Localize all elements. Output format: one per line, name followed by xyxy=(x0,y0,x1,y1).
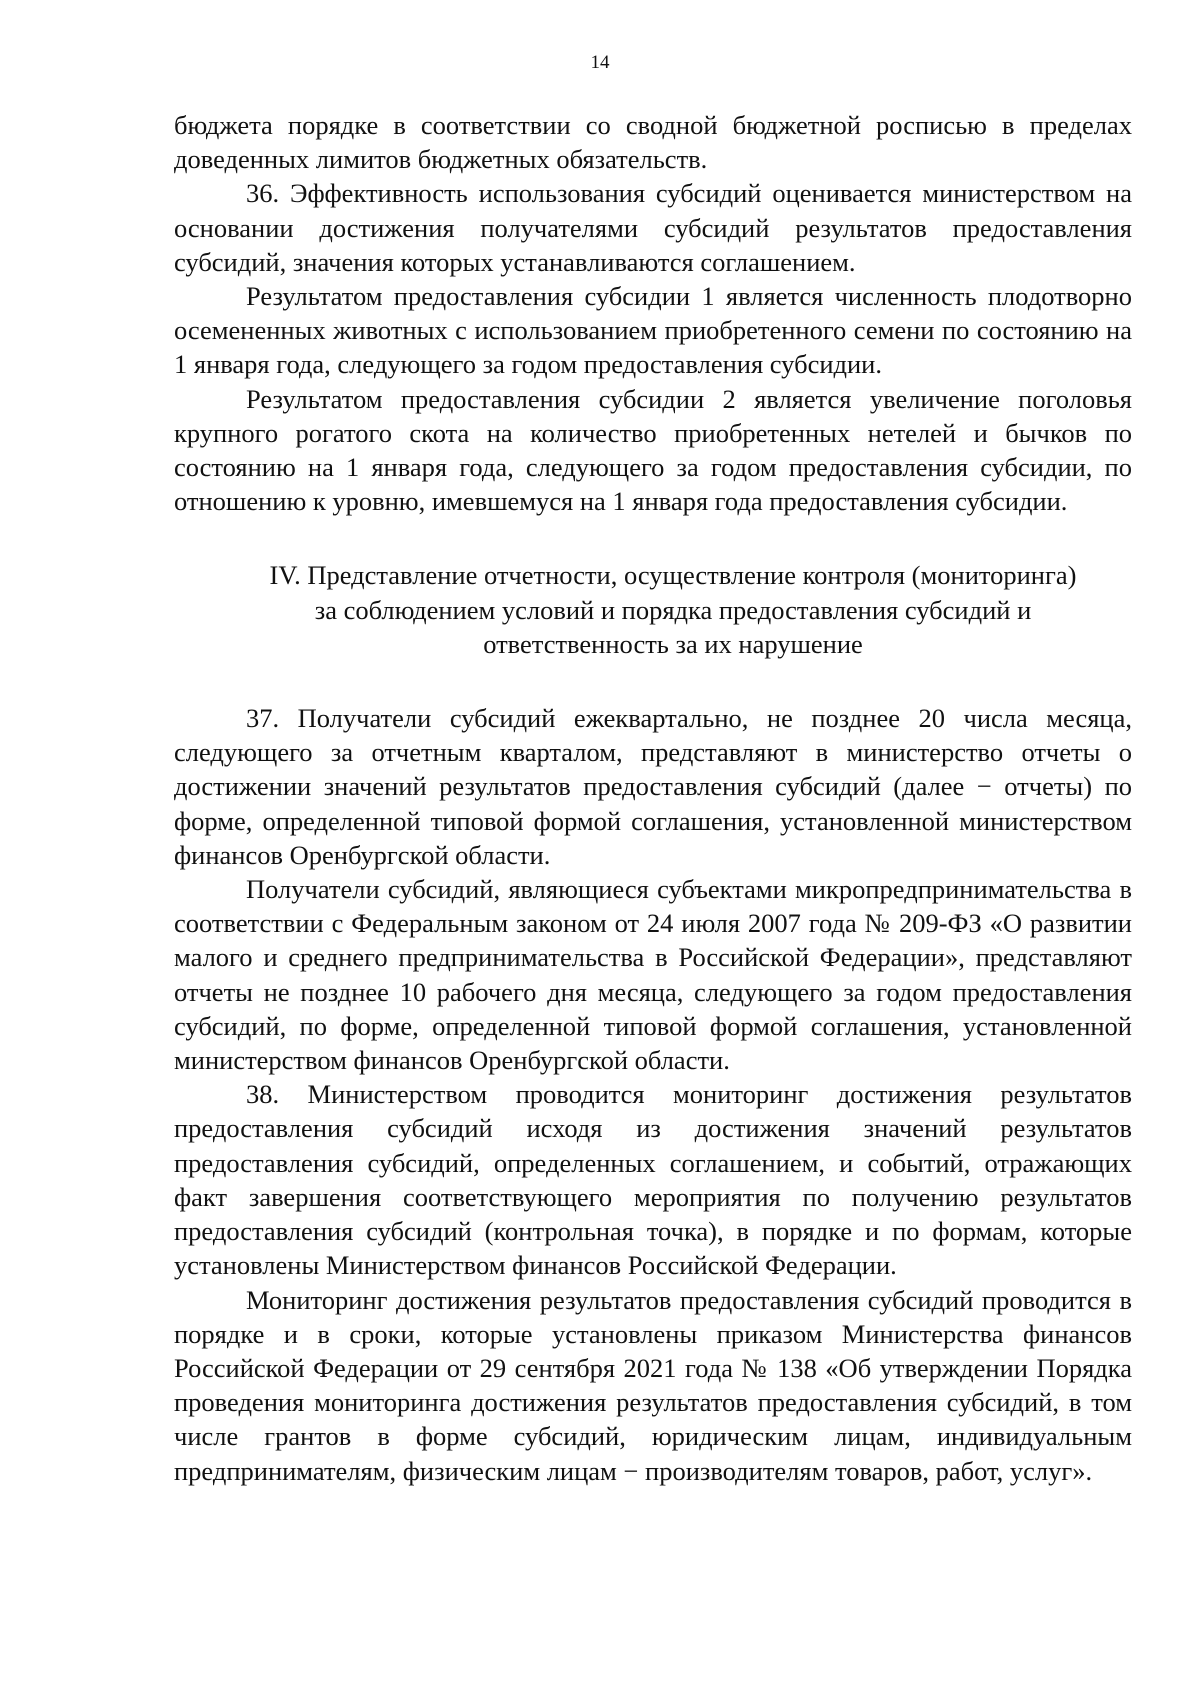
paragraph-result-subsidy-1: Результатом предоставления субсидии 1 является численность плодотворно осемененных животных с использованием приобретенного семени по состоянию на 1 января года, следующего за годом предоставления субсидии. xyxy=(174,281,1132,380)
page-number: 14 xyxy=(590,52,610,73)
section-heading-line-2: за соблюдением условий и порядка предоставления субсидий и xyxy=(314,594,1032,625)
paragraph-microbusiness-reports: Получатели субсидий, являющиеся субъектами микропредпринимательства в соответствии с Федеральным законом от 24 июля 2007 года № 209-ФЗ «О развитии малого и среднего предпринимательства в Российской Федерации», представляют отчеты не позднее 10 рабочего дня месяца, следующего за годом предоставления субсидий, по форме, определенной типовой формой соглашения, установленной министерством финансов Оренбургской области. xyxy=(174,874,1132,1076)
paragraph-continuation: бюджета порядке в соответствии со сводной бюджетной росписью в пределах доведенных лимитов бюджетных обязательств. xyxy=(174,110,1132,175)
paragraph-36: 36. Эффективность использования субсидий оценивается министерством на основании достижения получателями субсидий результатов предоставления субсидий, значения которых устанавливаются соглашением. xyxy=(174,178,1132,277)
paragraph-monitoring: Мониторинг достижения результатов предоставления субсидий проводится в порядке и в сроки, которые установлены приказом Министерства финансов Российской Федерации от 29 сентября 2021 года № 138 «Об утверждении Порядка проведения мониторинга достижения результатов предоставления субсидий, в том числе грантов в форме субсидий, юридическим лицам, индивидуальным предпринимателям, физическим лицам − производителям товаров, работ, услуг». xyxy=(174,1284,1132,1486)
document-body xyxy=(174,108,1132,1488)
paragraph-38: 38. Министерством проводится мониторинг достижения результатов предоставления субсидий исходя из достижения значений результатов предоставления субсидий, определенных соглашением, и событий, отражающих факт завершения соответствующего мероприятия по получению результатов предоставления субсидий (контрольная точка), в порядке и по формам, которые установлены Министерством финансов Российской Федерации. xyxy=(174,1079,1132,1281)
paragraph-result-subsidy-2: Результатом предоставления субсидии 2 является увеличение поголовья крупного рогатого скота на количество приобретенных нетелей и бычков по состоянию на 1 января года, следующего за годом предоставления субсидии, по отношению к уровню, имевшемуся на 1 января года предоставления субсидии. xyxy=(174,383,1132,517)
section-heading xyxy=(174,558,1132,661)
section-heading-line-1: IV. Представление отчетности, осуществление контроля (мониторинга) xyxy=(269,560,1077,591)
section-heading-line-3: ответственность за их нарушение xyxy=(483,628,863,659)
paragraph-37: 37. Получатели субсидий ежеквартально, не позднее 20 числа месяца, следующего за отчетным кварталом, представляют в министерство отчеты о достижении значений результатов предоставления субсидий (далее − отчеты) по форме, определенной типовой формой соглашения, установленной министерством финансов Оренбургской области. xyxy=(174,703,1132,870)
